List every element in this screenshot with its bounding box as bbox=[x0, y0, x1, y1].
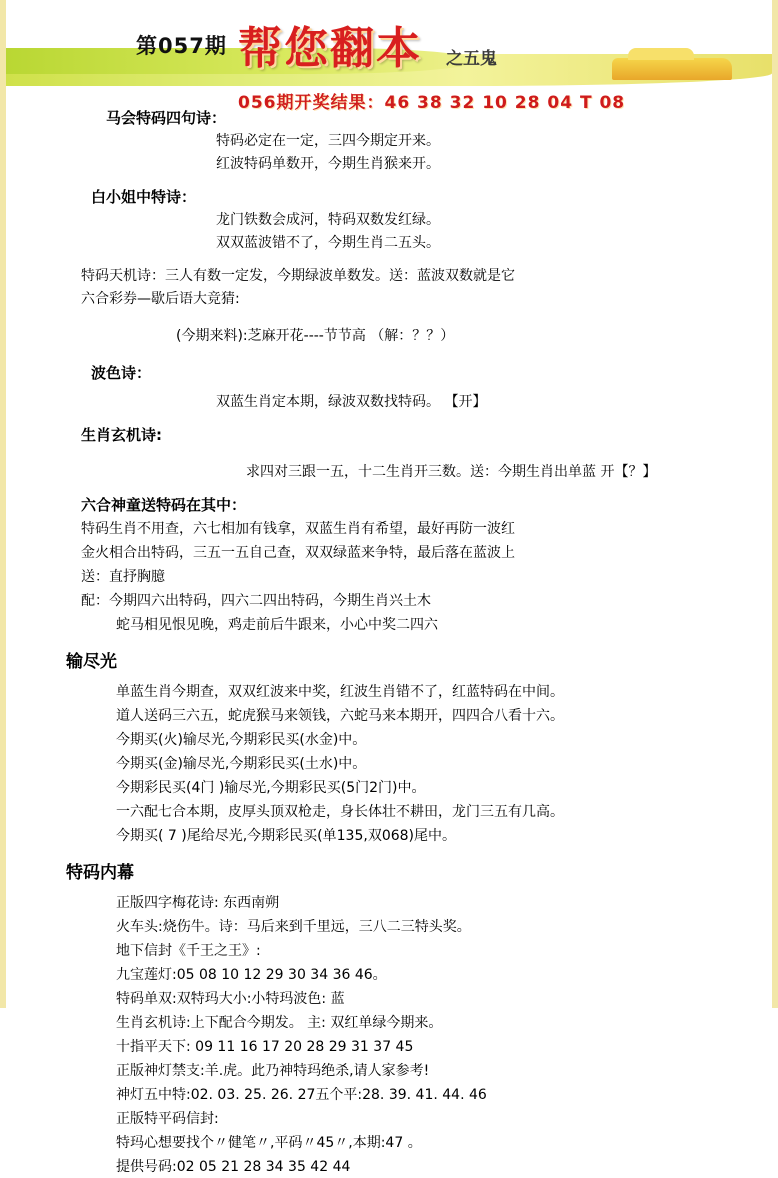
bose-label: 波色诗： bbox=[91, 364, 152, 382]
previous-draw-result: 056期开奖结果：46 38 32 10 28 04 T 08 bbox=[238, 93, 626, 113]
temaneimu-line-11: 特玛心想要找个〃健笔〃,平码〃45〃,本期:47 。 bbox=[116, 1135, 422, 1151]
temaneimu-line-4: 九宝莲灯:05 08 10 12 29 30 34 36 46。 bbox=[116, 967, 387, 983]
baixiaojie-label: 白小姐中特诗： bbox=[91, 188, 197, 206]
temaneimu-line-6: 生肖玄机诗:上下配合今期发。 主: 双红单绿今期来。 bbox=[116, 1015, 443, 1031]
page-subtitle: 之五鬼 bbox=[446, 49, 497, 69]
shentong-line-5: 蛇马相见恨见晚，鸡走前后牛跟来，小心中奖二四六 bbox=[116, 617, 438, 633]
shentong-line-1: 特码生肖不用查，六七相加有钱拿，双蓝生肖有希望，最好再防一波红 bbox=[81, 521, 515, 537]
shentong-line-3: 送：直抒胸臆 bbox=[81, 569, 165, 585]
shujinguang-line-2: 道人送码三六五，蛇虎猴马来领钱，六蛇马来本期开，四四合八看十六。 bbox=[116, 708, 564, 724]
caiquan-riddle: (今期来料):芝麻开花----节节高 （解：？？） bbox=[176, 328, 455, 344]
tianji-label: 特码天机诗： bbox=[81, 268, 165, 284]
tianji-line bbox=[6, 266, 772, 287]
shengxiao-text: 求四对三跟一五，十二生肖开三数。送：今期生肖出单蓝 开【？】 bbox=[246, 464, 657, 480]
temaneimu-line-5: 特码单双:双特玛大小:小特玛波色: 蓝 bbox=[116, 991, 345, 1007]
shujinguang-line-6: 一六配七合本期，皮厚头顶双枪走，身长体壮不耕田，龙门三五有几高。 bbox=[116, 804, 564, 820]
baixiaojie-line-2: 双双蓝波错不了，今期生肖二五头。 bbox=[216, 235, 440, 251]
mahui-line-1: 特码必定在一定，三四今期定开来。 bbox=[216, 133, 440, 149]
tianji-text: 三人有数一定发，今期绿波单数发。送：蓝波双数就是它 bbox=[165, 268, 515, 284]
caiquan-label: 六合彩券—歇后语大竞猜: bbox=[81, 291, 240, 307]
page-title: 帮您翻本 bbox=[238, 23, 422, 74]
temaneimu-line-9: 神灯五中特:02. 03. 25. 26. 27五个平:28. 39. 41. 44. 46 bbox=[116, 1087, 487, 1103]
shujinguang-line-4: 今期买(金)输尽光,今期彩民买(土水)中。 bbox=[116, 756, 367, 772]
baixiaojie-line-1: 龙门铁数会成河，特码双数发红绿。 bbox=[216, 212, 440, 228]
mahui-line-2: 红波特码单数开，今期生肖猴来开。 bbox=[216, 156, 440, 172]
shujinguang-line-5: 今期彩民买(4门 )输尽光,今期彩民买(5门2门)中。 bbox=[116, 780, 426, 796]
temaneimu-line-1: 正版四字梅花诗: 东西南朔 bbox=[116, 895, 280, 911]
document-body bbox=[6, 86, 772, 1178]
bose-text: 双蓝生肖定本期，绿波双数找特码。 【开】 bbox=[216, 394, 487, 410]
temaneimu-line-2: 火车头:烧伤牛。诗：马后来到千里远，三八二三特头奖。 bbox=[116, 919, 471, 935]
shengxiao-label: 生肖玄机诗: bbox=[81, 426, 162, 444]
temaneimu-line-7: 十指平天下: 09 11 16 17 20 28 29 31 37 45 bbox=[116, 1039, 414, 1055]
header-banner bbox=[6, 0, 772, 86]
shujinguang-line-1: 单蓝生肖今期查，双双红波来中奖，红波生肖错不了，红蓝特码在中间。 bbox=[116, 684, 564, 700]
shujinguang-line-3: 今期买(火)输尽光,今期彩民买(水金)中。 bbox=[116, 732, 367, 748]
shentong-label: 六合神童送特码在其中： bbox=[81, 496, 247, 514]
shentong-line-2: 金火相合出特码，三五一五自己查，双双绿蓝来争特，最后落在蓝波上 bbox=[81, 545, 515, 561]
shujinguang-line-7: 今期买( 7 )尾给尽光,今期彩民买(单135,双068)尾中。 bbox=[116, 828, 456, 844]
shentong-line-4: 配：今期四六出特码，四六二四出特码，今期生肖兴土木 bbox=[81, 593, 431, 609]
temaneimu-title: 特码内幕 bbox=[66, 863, 134, 883]
banner-car-graphic bbox=[612, 58, 732, 80]
mahui-label: 马会特码四句诗： bbox=[106, 109, 227, 127]
temaneimu-line-3: 地下信封《千王之王》: bbox=[116, 943, 261, 959]
shujinguang-title: 输尽光 bbox=[66, 652, 117, 672]
temaneimu-line-8: 正版神灯禁支:羊.虎。此乃神特玛绝杀,请人家参考! bbox=[116, 1063, 430, 1079]
issue-number: 第057期 bbox=[136, 34, 227, 58]
temaneimu-line-12: 提供号码:02 05 21 28 34 35 42 44 bbox=[116, 1159, 351, 1175]
temaneimu-line-10: 正版特平码信封: bbox=[116, 1111, 219, 1127]
